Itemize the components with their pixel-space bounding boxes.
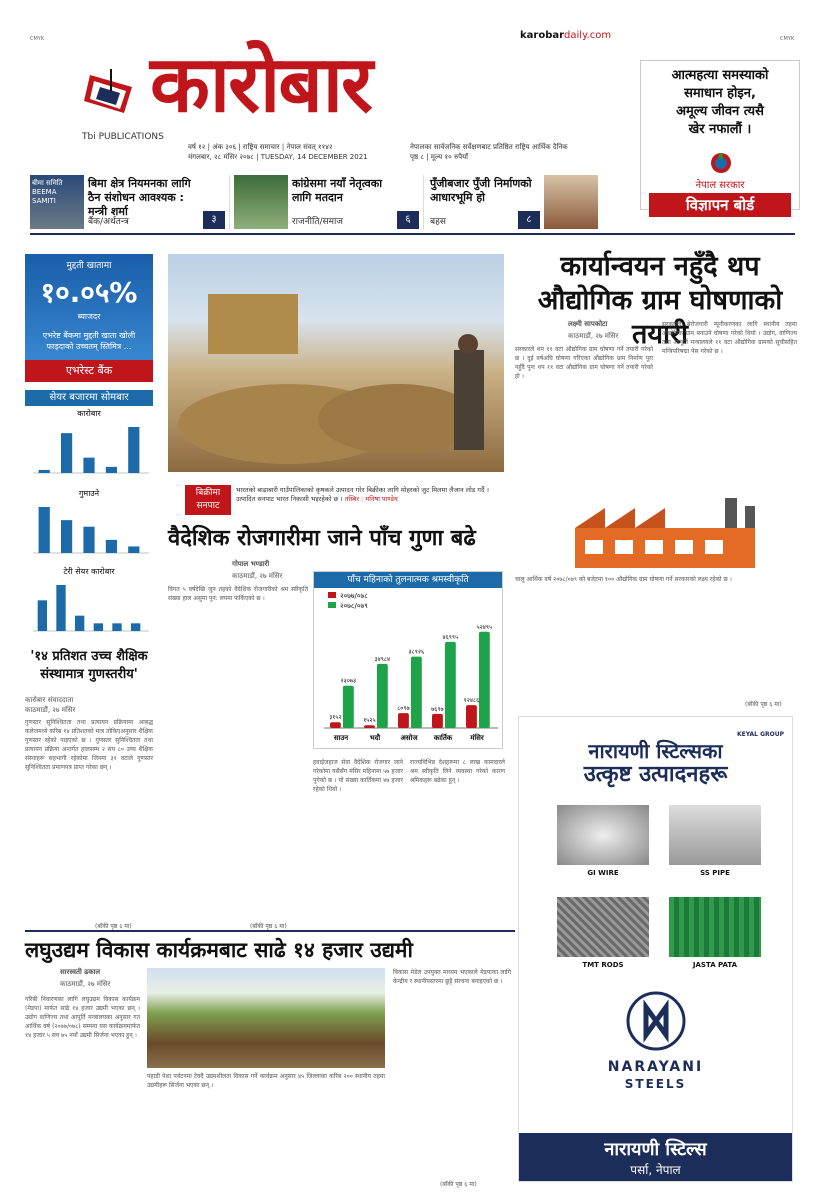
farm-photo [147,968,385,1068]
left-story-body: गुणस्तर सुनिश्चितता तथा प्रत्यायन प्रक्रियामा आबद्ध कलेजमध्ये करिब १४ प्रतिशतको मात्र तोकिएअनुसार शैक्षिक गुणस्तर रहेको पाइएको छ । गुणस्तर सुनिश्चितता तथा प्रत्यायन प्रक्रिया अन्तर्गत हालसम्म २ सय ८० उच्च शैक्षिक संस्थाहरू सहभागी रहेकोमा जिनमा ३१ वटाले गुणस्तर सुनिश्चितता प्रमाणपत्र प्राप्त गरेका छन् । [25,719,153,771]
x-tick-label: साउन [333,734,349,742]
bottom-story-body-col3: विकास मेडेल उपयुक्त माध्यम भएकाले मेडपाका लागि केन्द्रीय र स्थानीयस्तरमा छुट्टै संरचना बनाइएको छ । [393,969,511,985]
gov-ad-suicide-awareness[interactable] [640,60,800,214]
mini-chart-1 [25,408,153,478]
ad-line: एभरेष्ट बैंकमा मुद्दती खाता खोली फाइदाको उच्चतम् स्तिमित्र ... [42,331,136,351]
ad-headline-line1: नारायणी स्टिल्सका [588,739,723,763]
mini-chart-bar [131,623,140,631]
labour-permit-chart [313,571,503,749]
ad-bank-name: एभरेस्ट बैंक [25,360,153,382]
chart-bar [330,722,341,728]
teaser-image [544,175,598,229]
ad-top-text: मुद्दती खातामा [66,261,112,271]
mini-chart-bar [61,520,72,553]
ad-footer [519,1133,792,1181]
company-name: NARAYANI [607,1059,704,1075]
mini-chart-bar [128,546,139,553]
right-lead-body-col2: सरकारले बेरोजगारी न्यूनीकरणका लागि स्थानीय तहमा औद्योगिक ग्राम बनाउने घोषणा गरेको थियो । उद्योग, वाणिज्य तथा आपूर्ति मन्त्रालयले ११ वटा औद्योगिक ग्रामको सूचीसहित मन्त्रिपरिषद्मा पेस गरेको छ । [662,321,797,355]
middle-story-dateline: काठमाडौं, २७ मंसिर [232,572,283,580]
site-url[interactable]: karobardaily.com [520,30,612,41]
chart-bar [479,632,490,728]
tbi-logo-icon [80,65,140,135]
x-tick-label: कार्तिक [433,734,453,742]
issue-meta-line2: मंगलबार, २८ मंसिर २०७८ | TUESDAY, 14 DECEMBER 2021 पृष्ठ ८ | मूल्य १० रुपैयाँ [188,153,468,161]
data-label: ३८९२६ [408,648,425,656]
teaser-item[interactable] [428,175,600,229]
data-label: ५२४९५ [476,623,493,631]
tmt-rods-image [557,897,649,957]
masthead-rule [30,233,795,235]
data-label: ४६९९५ [442,633,459,641]
ss-pipe-image [669,805,761,865]
data-label: ३१५२ [329,714,342,722]
right-lead-continued[interactable]: (बाँकी पृष्ठ ६ मा) [745,701,782,708]
mini-chart-title: टेरी सेयर कारोबार [63,567,115,576]
mini-chart-bar [56,585,65,631]
right-lead-dateline: काठमाडौं, २७ मंसिर [568,332,619,340]
mini-chart-bar [94,623,103,631]
bottom-story-body-col2: पहाडी पेशा पर्यटनमा टेक्दै उद्यमशीलता विकास गर्ने कार्यक्रम अनुसार ४५ जिल्लाका करिब २०० स्थानीय तहमा उद्यमीहरू सिर्जना भएका छन् । [147,1073,385,1089]
product-label: JASTA PATA [692,961,738,969]
factory-illustration-icon [575,498,790,568]
main-photo [168,254,504,472]
teaser-section: बहस [430,217,447,227]
right-lead-body-col1: सरकारले थप ११ वटा औद्योगिक ग्राम घोषणा गर्ने तयारी गरेको छ । दुई वर्षअघि घोषणा गरिएका औद्योगिक ग्राम निर्माण पूरा नहुँदै पुनः थप ११ वटा औद्योगिक ग्राम घोषणा गर्ने तयारी गरेको हो । [515,346,653,380]
bottom-story-continued[interactable]: (बाँकी पृष्ठ ६ मा) [440,1181,477,1188]
mini-chart-bar [75,616,84,631]
bottom-story-byline: सारस्वती ढकाल [60,968,101,976]
left-story-continued[interactable]: (बाँकी पृष्ठ ६ मा) [95,923,132,930]
jasta-pata-image [669,897,761,957]
mini-chart-bar [106,467,117,473]
issue-meta-line1: वर्ष १२ | अंक ३०६ | राष्ट्रिय समाचार | नेपाल संवत् ११४२ नेपालका सार्वजनिक सर्वेक्षणबाट प्रतिष्ठित राष्ट्रिय आर्थिक दैनिक [188,143,568,151]
left-story-byline: कारोबार संवाददाता [25,696,74,704]
chart-canvas [314,588,504,750]
teaser-page-number: ६ [397,211,419,229]
legend-label: २०७७/०७८ [340,592,368,600]
footer-location: पर्सा, नेपाल [630,1163,681,1177]
cmyk-mark-left: CMYK [30,36,45,42]
mini-chart-bar [83,458,94,473]
chart-bar [445,642,456,728]
chart-title: पाँच महिनाको तुलनात्मक श्रमस्वीकृति [314,572,502,588]
right-lead-headline[interactable]: कार्यान्वयन नहुँदै थप औद्योगिक ग्राम घोषणाको तयारी [537,251,783,350]
data-label: ८०९७ [397,705,410,713]
everest-bank-ad[interactable] [25,254,153,382]
middle-story-body-col2: हवाईजहाज सेवा वैदेशिक रोजगार जाने गरेकोमा यसैसँग मंसिर महिनामा ५७ हजार पुगेको छ । यो संख्या कार्तिकमा ४७ हजार रहेको थियो । [313,759,403,793]
chart-bar [364,725,375,728]
mini-chart-bar [128,427,139,473]
data-label: १५२५ [363,717,376,725]
product-label: TMT RODS [582,961,624,969]
right-lead-byline: लक्ष्मी सापकोटा [568,320,608,328]
photo-tag: बिक्रीमा सनपाट [185,485,231,515]
company-sub: STEELS [624,1077,687,1091]
legend-label: २०७८/०७९ [340,602,368,610]
keyal-logo: KEYAL GROUP [737,731,784,738]
brand-logo: कारोबार [150,39,371,130]
middle-story-body-col1: विगत ५ वर्षदेखि जुन तहको वैदेशिक रोजगारीको श्रम स्वीकृति संख्या हाल असुमा पुन: लयमा फर्किएको छ । [168,586,308,602]
left-story-headline[interactable]: '१४ प्रतिशत उच्च शैक्षिक संस्थामात्र गुणस्तरीय' [30,649,148,682]
teaser-item[interactable] [30,175,230,229]
ad-board-label: विज्ञापन बोर्ड [649,193,791,217]
teaser-headline: कांग्रेसमा नयाँ नेतृत्वका लागि मतदान [292,177,383,204]
legend-swatch [328,592,336,598]
footer-company: नारायणी स्टिल्स [604,1139,707,1160]
mini-chart-bar [39,470,50,473]
data-label: ३४९८४ [374,655,391,663]
chart-bar [432,714,443,728]
ad-rate-label: ब्याजदर [77,312,101,321]
chart-bar [398,713,409,728]
mini-chart-bar [83,527,94,553]
narayani-steels-ad[interactable] [518,716,793,1182]
mini-chart-bar [106,540,117,553]
legend-swatch [328,602,336,608]
x-tick-label: भदौ [369,734,381,742]
bottom-story-headline[interactable]: लघुउद्यम विकास कार्यक्रमबाट साढे १४ हजार उद्यमी [25,938,413,962]
teaser-item[interactable] [234,175,424,229]
ad-text: आत्महत्या समस्याको समाधान होइन, अमूल्य जीवन त्यसै खेर नफालौं । [671,68,769,137]
teaser-page-number: ८ [518,211,540,229]
bottom-story-body-col1: गरिबी निवारणका लागि लघुउद्यम विकास कार्यक्रम (मेडपा) मार्फत साढे १४ हजार उद्यमी भएका छन् । उद्योग वाणिज्य तथा आपूर्ति मन्त्रालयका अनुसार गत आर्थिक वर्ष (२०७७/०७८) सम्ममा यस कार्यक्रममार्फत १४ हजार ५ सय ७५ नयाँ उद्यमी सिर्जना भएका हुन् । [25,996,140,1039]
mini-chart-title: कारोबार [77,409,101,418]
mini-chart-2 [25,488,153,558]
ad-headline-line2: उत्कृष्ट उत्पादनहरू [583,762,728,787]
chart-bar [466,705,477,728]
middle-story-body-col3: राज्यविभिन्न देशहरूमा ८ लाख कामदारले श्रम स्वीकृति लिने व्यवस्था गरेको कारण श्रमिकहरू बढेका हुन् । [410,759,505,784]
teaser-headline: बिमा क्षेत्र नियमनका लागि ठैन संशोधन आवश्यक : मन्त्री शर्मा [88,177,191,218]
chart-bar [377,664,388,728]
middle-story-byline: गोपाल भण्डारी [232,560,270,568]
middle-story-headline[interactable]: वैदेशिक रोजगारीमा जाने पाँच गुणा बढे [168,526,476,551]
data-label: २३०७३ [340,677,357,685]
share-market-header: सेयर बजारमा सोमबार [25,390,153,406]
mini-chart-bar [112,623,121,631]
product-label: GI WIRE [587,869,619,877]
nepal-emblem-icon [707,151,735,179]
left-story-dateline: काठमाडौं, २७ मंसिर [25,706,76,714]
x-tick-label: असोज [400,734,418,742]
mini-chart-bar [61,433,72,473]
mini-chart-title: गुमाउने [78,489,100,498]
cmyk-mark-right: CMYK [780,36,795,42]
mini-chart-bar [38,600,47,631]
teaser-section: बैंक/अर्थतन्त्र [88,217,129,227]
narayani-logo-icon [624,989,688,1057]
data-label: ७६९७ [431,705,444,713]
teaser-page-number: ३ [203,211,225,229]
chart-bar [411,657,422,728]
chart-bar [343,686,354,728]
middle-story-continued[interactable]: (बाँकी पृष्ठ ६ मा) [250,923,287,930]
data-label: १२४८६ [463,697,480,705]
teaser-bar [30,175,600,229]
publisher-label: Tbi PUBLICATIONS [82,132,164,142]
product-label: SS PIPE [700,869,730,877]
right-lead-body-col3: चालु आर्थिक वर्ष २०७८/०७९ को बजेटमा १०० औद्योगिक ग्राम घोषणा गर्ने सरकारको लक्ष्य रहेको छ । [515,576,732,583]
x-tick-label: मंसिर [470,734,484,742]
bottom-story-dateline: काठमाडौं, २७ मंसिर [60,980,111,988]
teaser-headline: पुँजीबजार पुँजी निर्माणको आधारभूमि हो [430,177,532,204]
mini-chart-bar [39,507,50,553]
ad-gov-label: नेपाल सरकार [695,180,745,191]
photo-caption: भारतको बाढाबारी गाउँपालिकाको कृषकले उत्पादन गरेर बिक्रीका लागि मोहरको जुट मिलमा लैजान लोड गर्दै । उत्पादित सनपाट भारत निकासी भइरहेको छ । तस्बिर : मनिषा पाण्डेय [236,486,489,503]
teaser-image: बीमा समिति BEEMA SAMITI [30,175,84,229]
teaser-image [234,175,288,229]
teaser-section: राजनीति/समाज [292,217,343,227]
mini-chart-3 [25,566,153,636]
gi-wire-image [557,805,649,865]
section-rule [25,930,515,932]
ad-rate: १०.०५% [40,276,138,309]
